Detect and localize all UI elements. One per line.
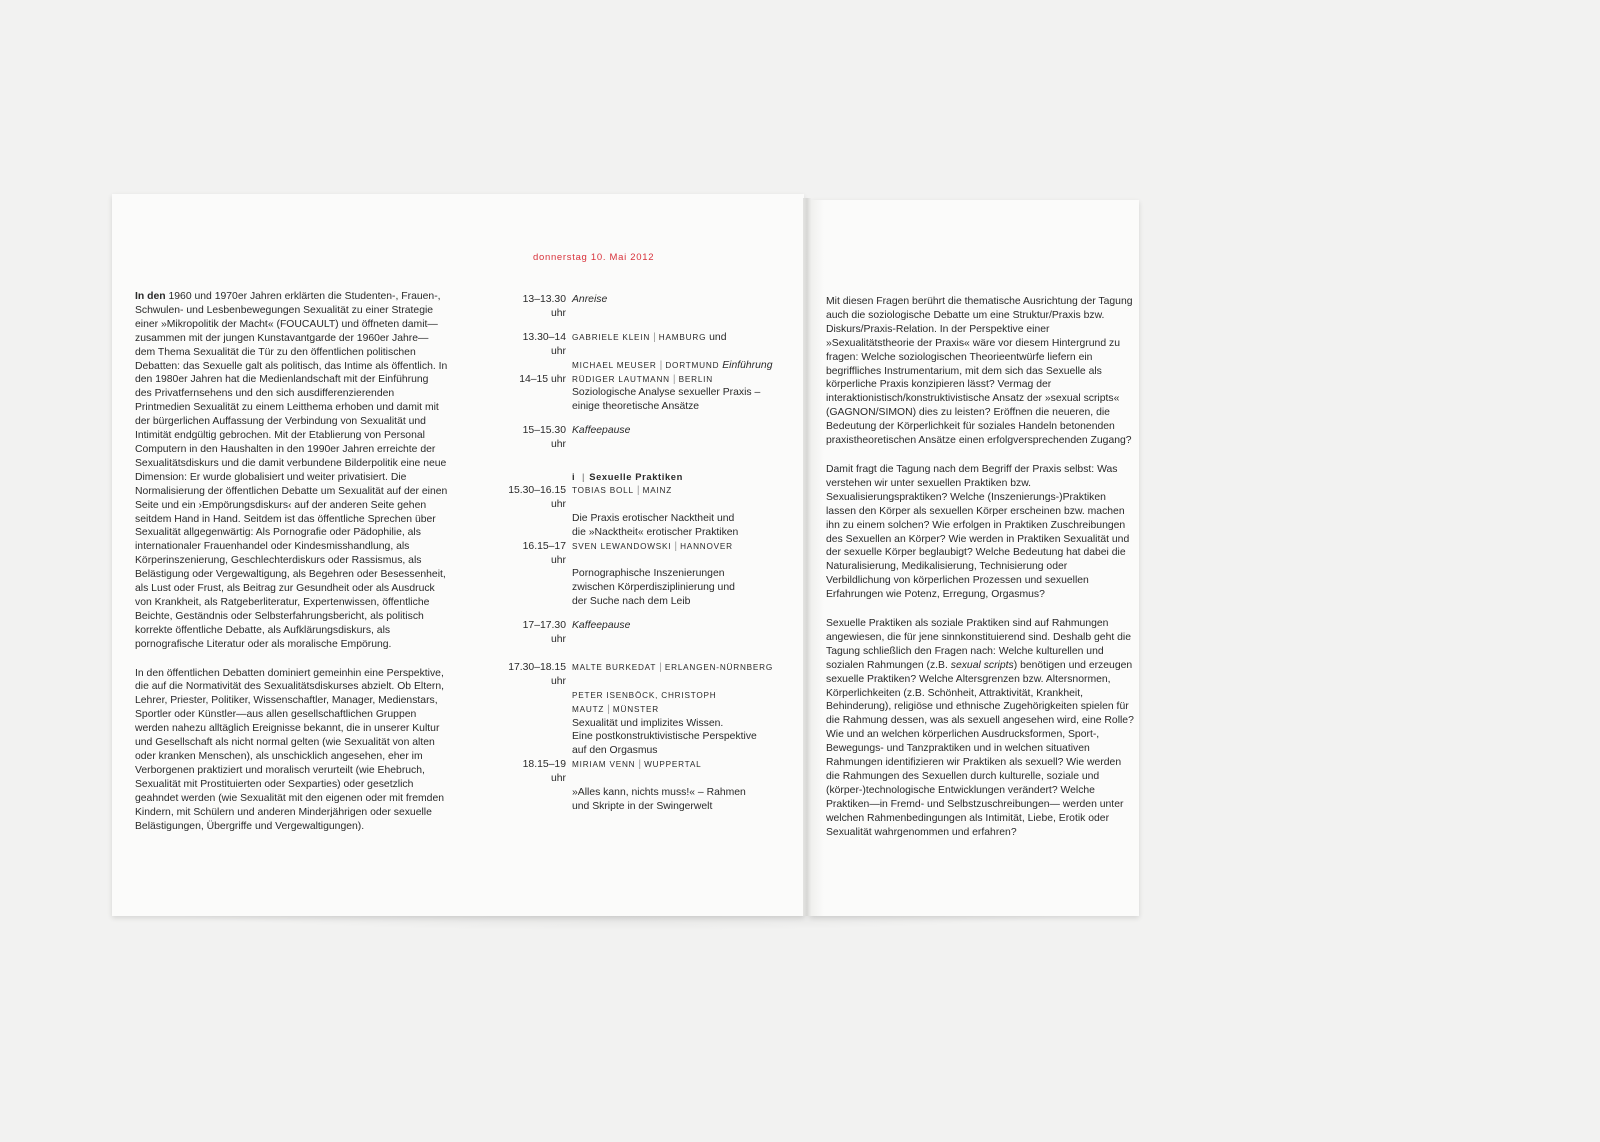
talk-title: zwischen Körperdisziplinierung und <box>572 582 735 594</box>
speaker-city: MÜNSTER <box>612 704 659 714</box>
time-label: 16.15–17 uhr <box>522 540 566 566</box>
talk-title: »Alles kann, nichts muss!« – Rahmen <box>572 787 746 799</box>
time-label: 13–13.30 uhr <box>522 294 566 319</box>
talk-title: und Skripte in der Swingerwelt <box>572 801 713 812</box>
speaker-name: GABRIELE KLEIN <box>572 332 651 342</box>
program-item-break-2 <box>506 619 796 647</box>
talk-title: einige theoretische Ansätze <box>572 401 700 413</box>
speaker-name: MIRIAM VENN <box>572 760 636 770</box>
questions-column <box>826 295 1134 855</box>
talk-title: Eine postkonstruktivistische Perspektive <box>572 731 757 743</box>
talk-title: der Suche nach dem Leib <box>572 596 691 608</box>
speaker-name: TOBIAS BOLL <box>572 485 634 495</box>
connector-text: und <box>709 331 727 343</box>
talk-title: Sexualität und implizites Wissen. <box>572 717 724 729</box>
intro-paragraph-2: In den öffentlichen Debatten dominiert gemeinhin eine Perspektive, die auf die Normativität des Sexualitätsdiskurses abzielt. Ob Eltern, Lehrer, Priester, Politiker, Wissenschaftler, Manager, Medienstars, Sportler oder Künstler—aus allen gesellschaftlichen Gruppen werden nahezu alltäglich Ereignisse bekannt, die in unserer Kultur und Gesellschaft als nicht normal gelten (wie Sexualität von alten oder kranken Menschen), als unschicklich angesehen, eher im Verborgenen praktiziert und moralisch verurteilt (wie Ehebruch, Sexualität mit Prostituierten oder Sexparties) oder gesetzlich geahndet werden (wie Sexualität mit den eigenen oder mit fremden Kindern, mit Schülern und anderen Minderjährigen oder sexuelle Belästigungen, Übergriffe und Vergewaltigungen). <box>135 667 445 832</box>
session-label: Anreise <box>572 294 608 305</box>
time-label: 17–17.30 uhr <box>522 620 566 646</box>
intro-lead: In den <box>135 291 166 302</box>
program-item-boll: 15.30–16.15 uhr TOBIAS BOLL | MAINZ <box>506 484 796 512</box>
intro-paragraph-1 <box>135 290 448 652</box>
talk-title: die »Nacktheit« erotischer Praktiken <box>572 526 739 538</box>
intro-text-1: 1960 und 1970er Jahren erklärten die Studenten-, Frauen-, Schwulen- und Lesbenbewegungen Sexualität zu einer Strategie einer »Mikropolitik der Macht« (FOUCAULT) und öffneten damit—zusammen mit der jungen Kunstavantgarde der 1960er Jahre—dem Thema Sexualität die Tür zu den öffentlichen politischen Debatten: das Sexuelle galt als politisch, das Intime als öffentlich. In den 1980er Jahren hat die Medienlandschaft mit der Einführung des Privatfernsehens und den sich ausdifferenzierenden Printmedien Sexualität zu einem Leitthema erhoben und damit mit der bürgerlichen Auffassung der Verbindung von Sexualität und Intimität endgültig gebrochen. Mit der Etablierung von Personal Computern in den Haushalten in den 1990er Jahren erreichte der Sexualitätsdiskurs und die damit verbundene Bilderpolitik eine neue Dimension: Er wurde globalisiert und weiter privatisiert. Die Normalisierung der öffentlichen Debatte um Sexualität auf der einen Seite und ein ›Empörungsdiskurs‹ auf der anderen Seite gehen seitdem Hand in Hand. Seitdem ist das öffentliche Sprechen über Sexualität allgegenwärtig: Als Pornografie oder Pädophilie, als internationaler Frauenhandel oder Kindesmisshandlung, als Körperinszenierung, Geschlechterdiskurs oder Rassismus, als Belästigung oder Vergewaltigung, als Begehren oder Besessenheit, als Lust oder Frust, als Beitrag zur Gesundheit oder als Ausdruck von Krankheit, als Ratgeberliteratur, Expertenwissen, öffentliche Beichte, Geständnis oder Selbsterfahrungsbericht, als politisch korrekte öffentliche Debatte, als Aufklärungsdiskurs, als pornografische Literatur oder als moralische Empörung. <box>135 291 448 650</box>
talk-title: auf den Orgasmus <box>572 745 658 757</box>
speaker-city: BERLIN <box>678 374 713 384</box>
program-item-burkedat: 17.30–18.15 uhr MALTE BURKEDAT | ERLANGEN-NÜRNBERG <box>506 661 796 689</box>
intro-column <box>135 290 448 848</box>
section-number: i <box>572 471 576 483</box>
program-item-venn: 18.15–19 uhr MIRIAM VENN | WUPPERTAL <box>506 758 796 786</box>
speaker-name: RÜDIGER LAUTMANN <box>572 374 670 384</box>
booklet-fold <box>803 198 811 916</box>
questions-paragraph-1: Mit diesen Fragen berührt die thematische Ausrichtung der Tagung auch die soziologische Debatte um eine Struktur/Praxis bzw. Diskurs/Praxis-Relation. In der Perspektive einer »Sexualitätstheorie der Praxis« wäre vor diesem Hintergrund zu fragen: Welche soziologischen Theorieentwürfe liefern ein begriffliches Instrumentarium, mit dem sich das Sexuelle als körperliche Praxis konzipieren lässt? Vermag der interaktionistisch/konstruktivistische Ansatz der »sexual scripts« (GAGNON/SIMON) dies zu leisten? Eröffnen die neueren, die Bedeutung der Körperlichkeit für soziales Handeln betonenden praxistheoretischen Ansätze einen erfolgversprechenden Zugang? <box>826 296 1133 447</box>
questions-paragraph-2: Damit fragt die Tagung nach dem Begriff der Praxis selbst: Was verstehen wir unter sexuellen Praktiken bzw. Sexualisierungspraktiken? Welche (Inszenierungs-)Praktiken lassen den Körper als sexuellen Körper erscheinen bzw. machen ihn zu einem solchen? Wie erfolgen in Praktiken Zuschreibungen des Sexuellen an Körper? Wie werden in Praktiken Sexualität und der sexuelle Körper beglaubigt? Welche Bedeutung hat dabei die Naturalisierung, Medikalisierung, Technisierung oder Verbildlichung von körperlichen Prozessen und sexuellen Erfahrungen wie Potenz, Erregung, Orgasmus? <box>826 463 1130 601</box>
program-item-lautmann: 14–15 uhr RÜDIGER LAUTMANN | BERLIN <box>506 373 796 387</box>
time-label: 15–15.30 uhr <box>522 425 566 451</box>
time-label: 17.30–18.15 uhr <box>508 661 566 687</box>
talk-title: Soziologische Analyse sexueller Praxis – <box>572 387 761 399</box>
speaker-city: HANNOVER <box>680 541 733 551</box>
speaker-name: MICHAEL MEUSER <box>572 360 657 370</box>
program-schedule: 13–13.30 uhr Anreise 13.30–14 uhr GABRIELE KLEIN | HAMBURG und MICHAEL MEUSER | DORTMUND Einführung 14–15 uhr RÜDIGER LAUTMANN | BERLIN Soziologische Analyse sexueller Praxis – einige theoretische Ansätze 15–15.30 uhr Kaffeepause i | Sexuelle Praktiken 15.30–16.15 uhr TOBIAS BOLL | MAINZ Die Praxis erotischer Nacktheit und die »Nacktheit« erotischer Praktiken 16.15–17 uhr SVEN LEWANDOWSKI | HANNOVER Pornographische Inszenierungen zwischen Körperdisziplinierung und der Suche nach dem Leib 17–17.30 uhr Kaffeepause 17.30–18.15 uhr MALTE BURKEDAT | ERLANGEN-NÜRNBERG PETER ISENBÖCK, CHRISTOPH MAUTZ | MÜNSTER Sexualität und implizites Wissen. Eine postkonstruktivistische Perspektive auf den Orgasmus 18.15–19 uhr MIRIAM VENN | WUPPERTAL »Alles kann, nichts muss!« – Rahmen und Skripte in der Swingerwelt <box>506 293 796 814</box>
italic-term: sexual scripts <box>950 659 1014 671</box>
program-item-lewandowski: 16.15–17 uhr SVEN LEWANDOWSKI | HANNOVER <box>506 540 796 568</box>
time-label: 14–15 uhr <box>519 373 566 385</box>
talk-title: Die Praxis erotischer Nacktheit und <box>572 512 735 524</box>
speaker-city: WUPPERTAL <box>644 760 702 770</box>
session-label: Kaffeepause <box>572 425 631 437</box>
text-run: Sexuelle Praktiken als soziale Praktiken sind auf Rahmungen angewiesen, die für jene sinnkonstituierend sind. Deshalb geht die Tagung schließlich den Fragen nach: Welche kulturellen und sozialen Rahmungen (z.B. <box>826 618 1131 671</box>
time-label: 13.30–14 uhr <box>522 331 566 357</box>
speaker-name: PETER ISENBÖCK, CHRISTOPH MAUTZ <box>572 690 717 714</box>
text-run: ) benötigen und erzeugen sexuelle Praktiken? Welche Altersgrenzen bzw. Altersnormen, Körperlichkeiten (z.B. Schönheit, Attraktivität, Krankheit, Behinderung), religiöse und ethnische Zugehörigkeiten spielen für die Rahmung dessen, was als sexuell angesehen wird, eine Rolle? Wie und an welchen körperlichen Ausdrucksformen, Sport-, Bewegungs- und Tanzpraktiken und in welchen situativen Rahmungen identifizieren wir Praktiken als sexuell? Wie werden die Rahmungen des Sexuellen durch kulturelle, soziale und (körper-)technologische Entwicklungen verändert? Welche Praktiken—in Fremd- und Selbstzuschreibungen— werden unter welchen Rahmenbedingungen als Intimität, Liebe, Erotik oder Sexualität wahrgenommen und erfahren? <box>826 659 1134 838</box>
questions-paragraph-3 <box>826 617 1134 840</box>
date-header: donnerstag 10. Mai 2012 <box>533 252 655 263</box>
section-heading: i | Sexuelle Praktiken <box>572 471 683 483</box>
session-label: Einführung <box>722 359 773 371</box>
speaker-city: HAMBURG <box>658 332 707 342</box>
program-item-intro-cont: MICHAEL MEUSER | DORTMUND Einführung <box>572 359 773 371</box>
program-item-break-1 <box>506 424 796 452</box>
speaker-city: MAINZ <box>642 485 673 495</box>
program-item-arrival <box>506 293 796 321</box>
speaker-city: DORTMUND <box>665 360 720 370</box>
speaker-city: ERLANGEN-NÜRNBERG <box>664 662 774 672</box>
program-item-intro: 13.30–14 uhr GABRIELE KLEIN | HAMBURG und <box>506 331 796 359</box>
time-label: 18.15–19 uhr <box>522 759 566 785</box>
talk-title: Pornographische Inszenierungen <box>572 568 725 580</box>
session-label: Kaffeepause <box>572 620 631 632</box>
speaker-name: SVEN LEWANDOWSKI <box>572 541 672 551</box>
section-title: Sexuelle Praktiken <box>589 471 683 483</box>
speaker-name: MALTE BURKEDAT <box>572 662 657 672</box>
time-label: 15.30–16.15 uhr <box>508 484 566 510</box>
